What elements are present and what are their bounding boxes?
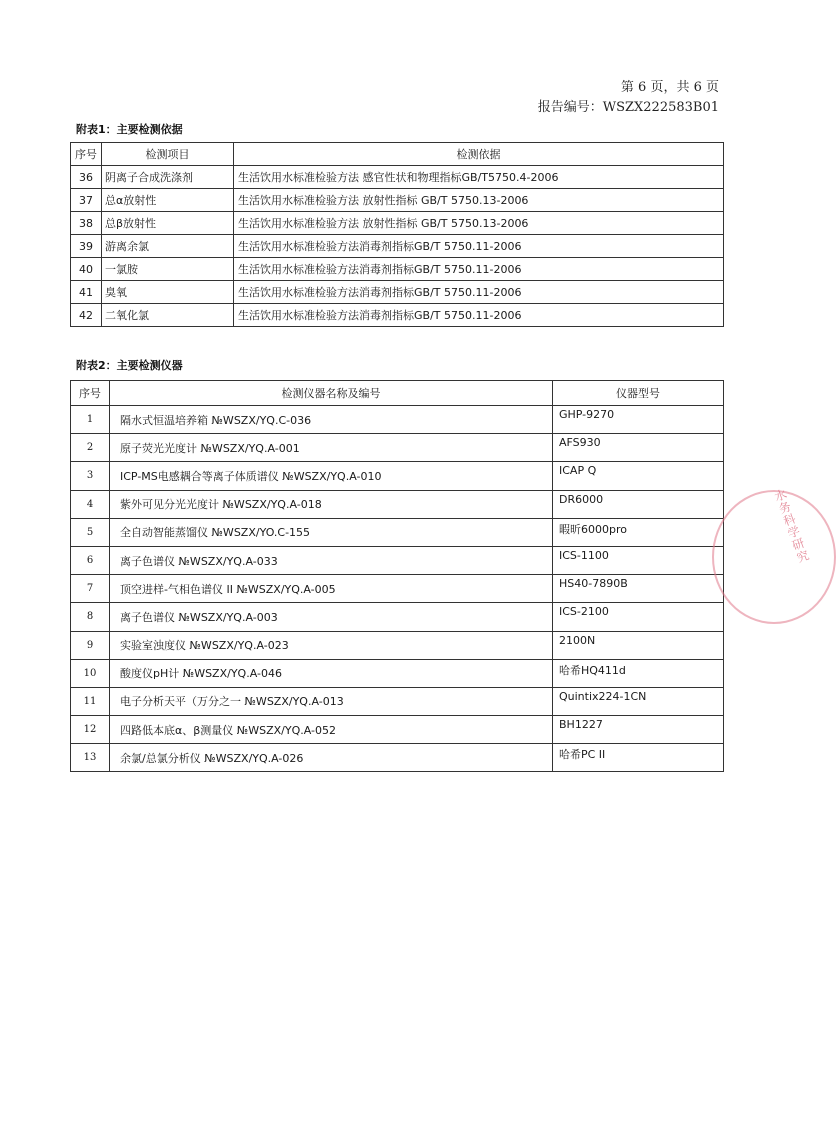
row-num: 3 [71, 462, 110, 490]
table-row [71, 434, 724, 462]
row-model: GHP-9270 [553, 406, 724, 434]
table-row [71, 212, 724, 235]
row-instrument: 顶空进样-气相色谱仪 II №WSZX/YQ.A-005 [110, 575, 553, 603]
table-row [71, 490, 724, 518]
row-model: 哈希PC II [553, 744, 724, 772]
row-basis: 生活饮用水标准检验方法消毒剂指标GB/T 5750.11-2006 [234, 258, 724, 281]
page-info: 第 6 页，共 6 页 [620, 80, 719, 95]
row-model: ICS-1100 [553, 546, 724, 574]
table-header-row [71, 143, 724, 166]
row-model: 暇昕6000pro [553, 518, 724, 546]
row-basis: 生活饮用水标准检验方法 感官性状和物理指标GB/T5750.4-2006 [234, 166, 724, 189]
row-num: 12 [71, 716, 110, 744]
header-basis: 检测依据 [234, 143, 724, 166]
row-num: 2 [71, 434, 110, 462]
table-row [71, 258, 724, 281]
row-num: 7 [71, 575, 110, 603]
row-num: 39 [71, 235, 102, 258]
row-model: Quintix224-1CN [553, 687, 724, 715]
row-num: 6 [71, 546, 110, 574]
row-instrument: 余氯/总氯分析仪 №WSZX/YQ.A-026 [110, 744, 553, 772]
row-num: 41 [71, 281, 102, 304]
row-num: 10 [71, 659, 110, 687]
row-instrument: 原子荧光光度计 №WSZX/YQ.A-001 [110, 434, 553, 462]
row-instrument: 电子分析天平（万分之一 №WSZX/YQ.A-013 [110, 687, 553, 715]
row-instrument: 实验室浊度仪 №WSZX/YQ.A-023 [110, 631, 553, 659]
row-model: HS40-7890B [553, 575, 724, 603]
table-row [71, 687, 724, 715]
row-item: 臭氧 [102, 281, 234, 304]
row-instrument: 隔水式恒温培养箱 №WSZX/YQ.C-036 [110, 406, 553, 434]
row-num: 8 [71, 603, 110, 631]
header-num: 序号 [71, 381, 110, 406]
header-name: 检测仪器名称及编号 [110, 381, 553, 406]
row-num: 13 [71, 744, 110, 772]
row-basis: 生活饮用水标准检验方法 放射性指标 GB/T 5750.13-2006 [234, 212, 724, 235]
row-basis: 生活饮用水标准检验方法消毒剂指标GB/T 5750.11-2006 [234, 304, 724, 327]
row-num: 11 [71, 687, 110, 715]
table-row [71, 603, 724, 631]
row-num: 40 [71, 258, 102, 281]
row-item: 总β放射性 [102, 212, 234, 235]
table-row [71, 575, 724, 603]
seal-stamp: 水务科学研究 [771, 487, 812, 566]
row-model: 哈希HQ411d [553, 659, 724, 687]
table-row [71, 166, 724, 189]
row-basis: 生活饮用水标准检验方法 放射性指标 GB/T 5750.13-2006 [234, 189, 724, 212]
row-num: 38 [71, 212, 102, 235]
row-num: 5 [71, 518, 110, 546]
row-instrument: 离子色谱仪 №WSZX/YQ.A-003 [110, 603, 553, 631]
row-num: 36 [71, 166, 102, 189]
row-model: BH1227 [553, 716, 724, 744]
row-instrument: 酸度仪pH计 №WSZX/YQ.A-046 [110, 659, 553, 687]
row-instrument: 四路低本底α、β测量仪 №WSZX/YQ.A-052 [110, 716, 553, 744]
row-num: 37 [71, 189, 102, 212]
header-model: 仪器型号 [553, 381, 724, 406]
row-num: 1 [71, 406, 110, 434]
table-row [71, 235, 724, 258]
row-item: 总α放射性 [102, 189, 234, 212]
row-model: AFS930 [553, 434, 724, 462]
row-model: DR6000 [553, 490, 724, 518]
row-model: ICAP Q [553, 462, 724, 490]
row-model: ICS-2100 [553, 603, 724, 631]
table-row [71, 462, 724, 490]
table-row [71, 546, 724, 574]
row-instrument: 离子色谱仪 №WSZX/YQ.A-033 [110, 546, 553, 574]
table-row [71, 281, 724, 304]
table-row [71, 744, 724, 772]
table-row [71, 518, 724, 546]
row-model: 2100N [553, 631, 724, 659]
table-row [71, 406, 724, 434]
header-item: 检测项目 [102, 143, 234, 166]
table2-title: 附表2：主要检测仪器 [76, 359, 183, 372]
row-basis: 生活饮用水标准检验方法消毒剂指标GB/T 5750.11-2006 [234, 281, 724, 304]
row-instrument: 紫外可见分光光度计 №WSZX/YQ.A-018 [110, 490, 553, 518]
report-number: 报告编号：WSZX222583B01 [537, 100, 719, 115]
table-row [71, 304, 724, 327]
row-item: 二氧化氯 [102, 304, 234, 327]
page-header [538, 78, 719, 118]
basis-table [70, 142, 724, 327]
table-header-row [71, 381, 724, 406]
header-num: 序号 [71, 143, 102, 166]
row-num: 9 [71, 631, 110, 659]
row-item: 一氯胺 [102, 258, 234, 281]
table-row [71, 716, 724, 744]
row-basis: 生活饮用水标准检验方法消毒剂指标GB/T 5750.11-2006 [234, 235, 724, 258]
row-instrument: ICP-MS电感耦合等离子体质谱仪 №WSZX/YQ.A-010 [110, 462, 553, 490]
row-instrument: 全自动智能蒸馏仪 №WSZX/YO.C-155 [110, 518, 553, 546]
table-row [71, 189, 724, 212]
table-row [71, 631, 724, 659]
row-item: 游离余氯 [102, 235, 234, 258]
table-row [71, 659, 724, 687]
instrument-table [70, 380, 724, 772]
row-num: 42 [71, 304, 102, 327]
row-item: 阴离子合成洗涤剂 [102, 166, 234, 189]
row-num: 4 [71, 490, 110, 518]
table1-title: 附表1：主要检测依据 [76, 123, 183, 136]
